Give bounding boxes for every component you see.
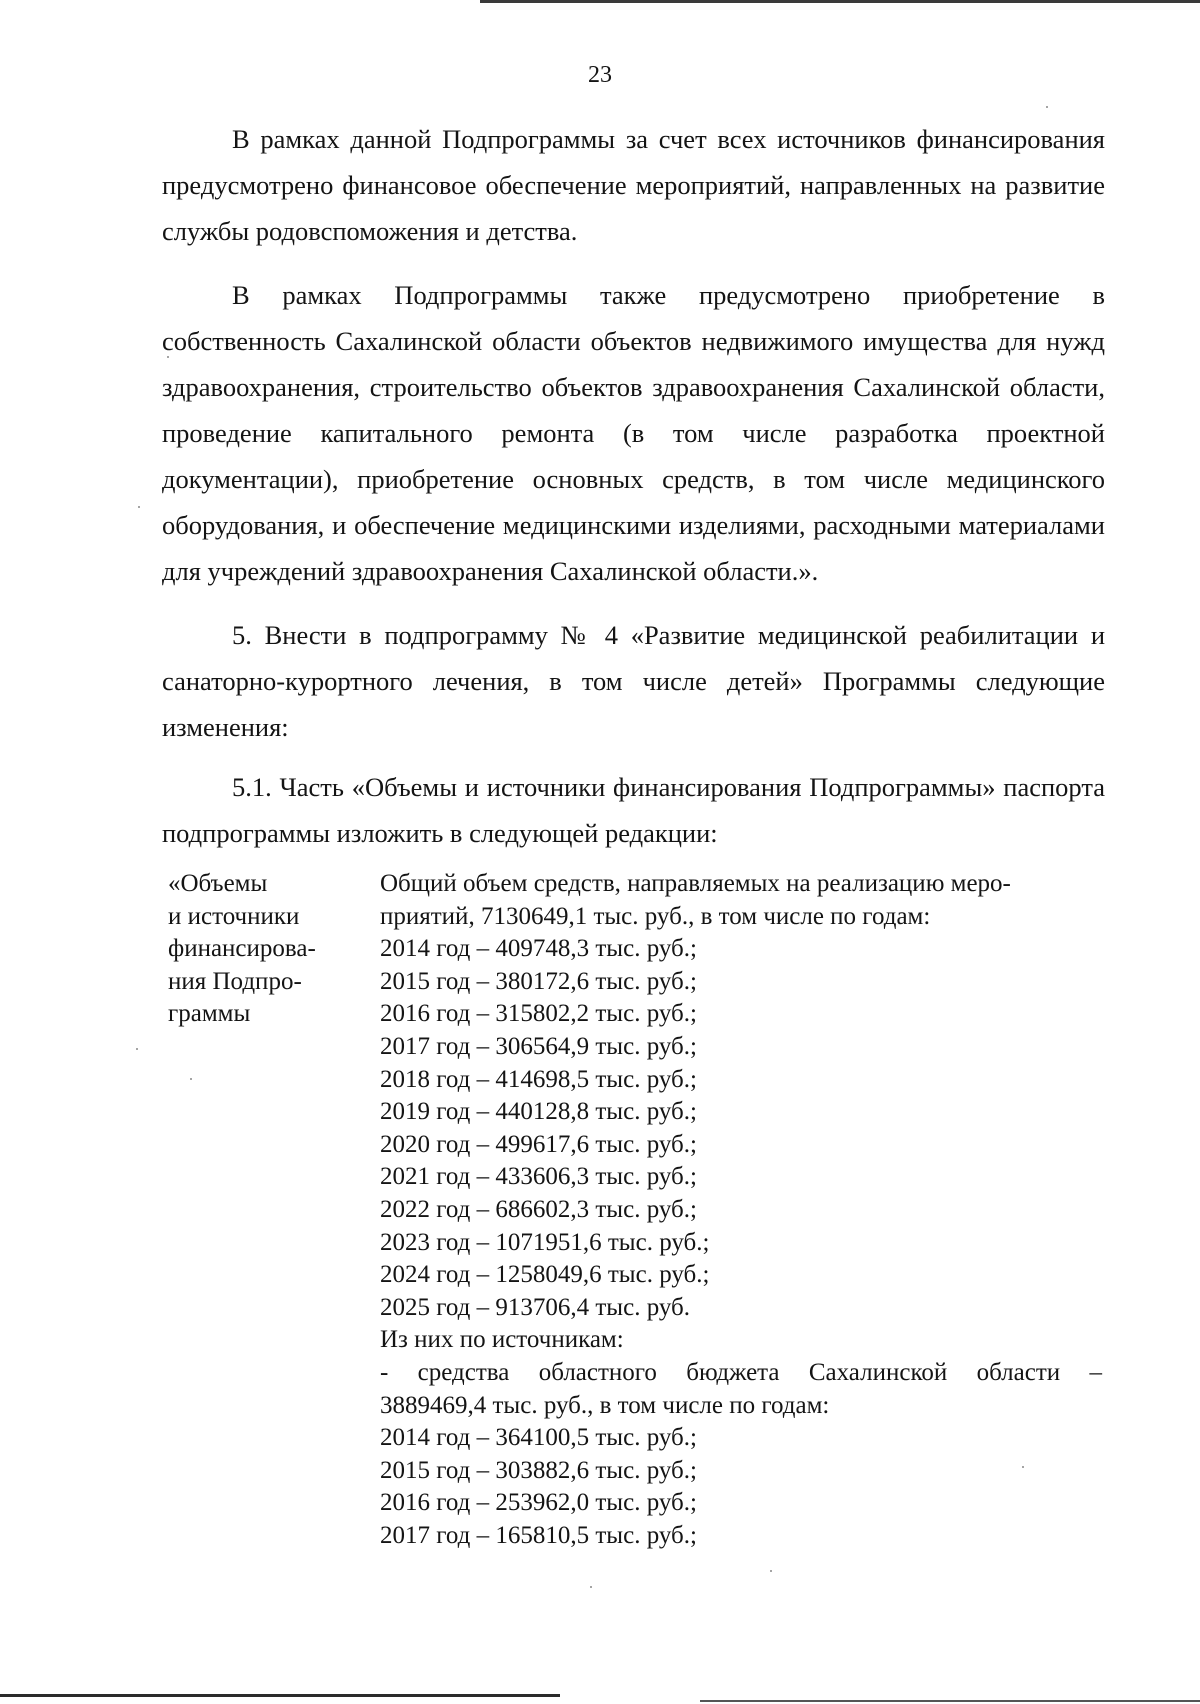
total-funding-line: Общий объем средств, направляемых на реализацию меро-	[380, 870, 1011, 897]
sources-heading: Из них по источникам:	[380, 1326, 624, 1354]
regional-budget-line: 3889469,4 тыс. руб., в том числе по годам:	[380, 1391, 830, 1419]
scan-speck	[136, 1048, 138, 1050]
scan-speck	[770, 1570, 772, 1572]
total-year-line: 2022 год – 686602,3 тыс. руб.;	[380, 1195, 697, 1223]
paragraph-property-acquisition: В рамках Подпрограммы также предусмотрено приобретение в собственность Сахалинской области объектов недвижимого имущества для нужд здравоохранения, строительство объектов здравоохранения Сахалинской области, проведение капитального ремонта (в том числе разработка проектной документации), приобретение основных средств, в том числе медицинского оборудования, и обеспечение медицинскими изделиями, расходными материалами для учреждений здравоохранения Сахалинской области.».	[162, 280, 1105, 586]
scan-speck	[1046, 106, 1048, 108]
total-year-line: 2016 год – 315802,2 тыс. руб.;	[380, 1000, 697, 1028]
passport-label-cell	[168, 868, 368, 1031]
passport-content-cell	[380, 868, 1102, 1552]
total-year-line: 2018 год – 414698,5 тыс. руб.;	[380, 1065, 697, 1093]
total-year-line: 2019 год – 440128,8 тыс. руб.;	[380, 1098, 697, 1126]
page-number: 23	[588, 62, 612, 88]
regional-year-line: 2015 год – 303882,6 тыс. руб.;	[380, 1456, 697, 1484]
scan-edge-bottom	[0, 1694, 560, 1697]
paragraph-section-5-1: 5.1. Часть «Объемы и источники финансирования Подпрограммы» паспорта подпрограммы изложить в следующей редакции:	[162, 772, 1105, 848]
paragraph-amend-subprogram-4: 5. Внести в подпрограмму № 4 «Развитие медицинской реабилитации и санаторно-курортного лечения, в том числе детей» Программы следующие изменения:	[162, 620, 1105, 742]
total-year-line: 2020 год – 499617,6 тыс. руб.;	[380, 1130, 697, 1158]
regional-year-line: 2014 год – 364100,5 тыс. руб.;	[380, 1424, 697, 1452]
total-year-line: 2023 год – 1071951,6 тыс. руб.;	[380, 1228, 710, 1256]
total-year-line: 2014 год – 409748,3 тыс. руб.;	[380, 935, 697, 963]
scan-speck	[190, 1078, 192, 1080]
paragraph-birth-services: В рамках данной Подпрограммы за счет всех источников финансирования предусмотрено финансовое обеспечение мероприятий, направленных на развитие службы родовспоможения и детства.	[162, 124, 1105, 246]
scan-edge-top	[480, 0, 1200, 3]
total-funding-line: приятий, 7130649,1 тыс. руб., в том числе по годам:	[380, 902, 931, 930]
regional-budget-line: - средства областного бюджета Сахалинской области –	[380, 1358, 1102, 1386]
total-year-line: 2015 год – 380172,6 тыс. руб.;	[380, 967, 697, 995]
total-year-line: 2025 год – 913706,4 тыс. руб.	[380, 1293, 691, 1321]
regional-year-line: 2016 год – 253962,0 тыс. руб.;	[380, 1489, 697, 1517]
passport-label-line: ния Подпро-	[168, 967, 302, 995]
passport-label-line: граммы	[168, 1000, 251, 1028]
document-body	[162, 116, 1105, 874]
total-year-line: 2021 год – 433606,3 тыс. руб.;	[380, 1163, 697, 1191]
scan-speck	[590, 1586, 592, 1588]
scan-edge-bottom-right	[700, 1700, 1200, 1702]
total-year-line: 2017 год – 306564,9 тыс. руб.;	[380, 1032, 697, 1060]
passport-label-line: и источники	[168, 902, 300, 930]
passport-label-line: финансирова-	[168, 935, 316, 963]
regional-year-line: 2017 год – 165810,5 тыс. руб.;	[380, 1521, 697, 1549]
passport-label-line: «Объемы	[168, 870, 268, 897]
total-year-line: 2024 год – 1258049,6 тыс. руб.;	[380, 1261, 710, 1289]
scan-speck	[138, 506, 140, 508]
